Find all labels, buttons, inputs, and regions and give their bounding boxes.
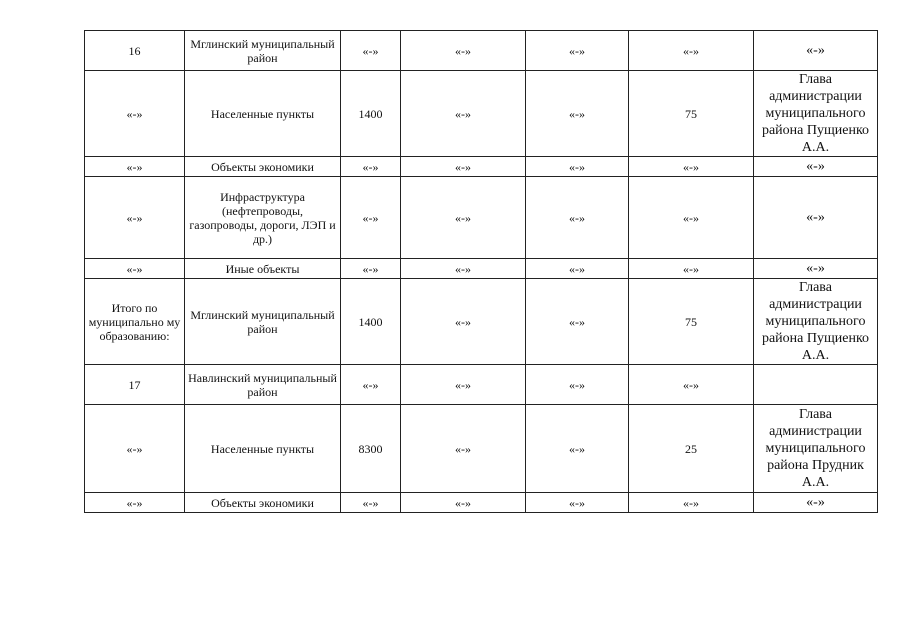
cell-number: «-» [85,71,185,157]
cell-responsible [754,365,878,405]
cell-responsible: «-» [754,493,878,513]
cell-responsible: «-» [754,31,878,71]
cell-object: Мглинский муниципальный район [185,279,341,365]
cell-value: 75 [629,71,754,157]
cell-value: «-» [526,177,629,259]
cell-value: «-» [526,157,629,177]
cell-value: 75 [629,279,754,365]
cell-value: 1400 [341,71,401,157]
table-row [85,279,878,365]
cell-value: «-» [401,157,526,177]
cell-responsible: Глава администрации муниципального района Пущиенко А.А. [754,279,878,365]
cell-value: «-» [401,71,526,157]
cell-value: «-» [341,157,401,177]
cell-number: «-» [85,405,185,493]
cell-value: «-» [629,31,754,71]
cell-value: «-» [341,259,401,279]
table-row [85,493,878,513]
cell-value: «-» [526,405,629,493]
cell-value: «-» [526,365,629,405]
cell-value: «-» [401,365,526,405]
cell-number: 16 [85,31,185,71]
cell-object: Навлинский муниципальный район [185,365,341,405]
cell-value: «-» [629,493,754,513]
table-row [85,157,878,177]
table-row [85,259,878,279]
cell-responsible: «-» [754,177,878,259]
cell-value: «-» [526,31,629,71]
cell-number: «-» [85,259,185,279]
table-row [85,31,878,71]
cell-object: Инфраструктура (нефтепроводы, газопроводы, дороги, ЛЭП и др.) [185,177,341,259]
table-row [85,405,878,493]
cell-value: «-» [629,157,754,177]
cell-value: 25 [629,405,754,493]
cell-number: «-» [85,493,185,513]
cell-object: Населенные пункты [185,71,341,157]
cell-value: «-» [401,279,526,365]
data-table [84,30,878,513]
cell-value: «-» [341,365,401,405]
cell-object: Объекты экономики [185,157,341,177]
cell-object: Иные объекты [185,259,341,279]
cell-value: «-» [401,31,526,71]
cell-value: «-» [341,177,401,259]
cell-value: «-» [526,259,629,279]
cell-value: «-» [401,493,526,513]
cell-responsible: «-» [754,259,878,279]
cell-value: «-» [401,177,526,259]
cell-responsible: Глава администрации муниципального района Пущиенко А.А. [754,71,878,157]
cell-value: «-» [526,279,629,365]
cell-value: «-» [341,493,401,513]
cell-value: «-» [341,31,401,71]
cell-number: «-» [85,177,185,259]
cell-value: «-» [401,259,526,279]
cell-object: Населенные пункты [185,405,341,493]
cell-value: 1400 [341,279,401,365]
table-row [85,365,878,405]
cell-number: Итого по муниципально му образованию: [85,279,185,365]
cell-number: «-» [85,157,185,177]
cell-value: «-» [629,365,754,405]
cell-responsible: «-» [754,157,878,177]
cell-value: «-» [629,259,754,279]
table-row [85,177,878,259]
cell-value: 8300 [341,405,401,493]
cell-value: «-» [629,177,754,259]
cell-object: Объекты экономики [185,493,341,513]
cell-value: «-» [401,405,526,493]
cell-value: «-» [526,71,629,157]
table-row [85,71,878,157]
cell-responsible: Глава администрации муниципального района Прудник А.А. [754,405,878,493]
cell-object: Мглинский муниципальный район [185,31,341,71]
cell-number: 17 [85,365,185,405]
cell-value: «-» [526,493,629,513]
